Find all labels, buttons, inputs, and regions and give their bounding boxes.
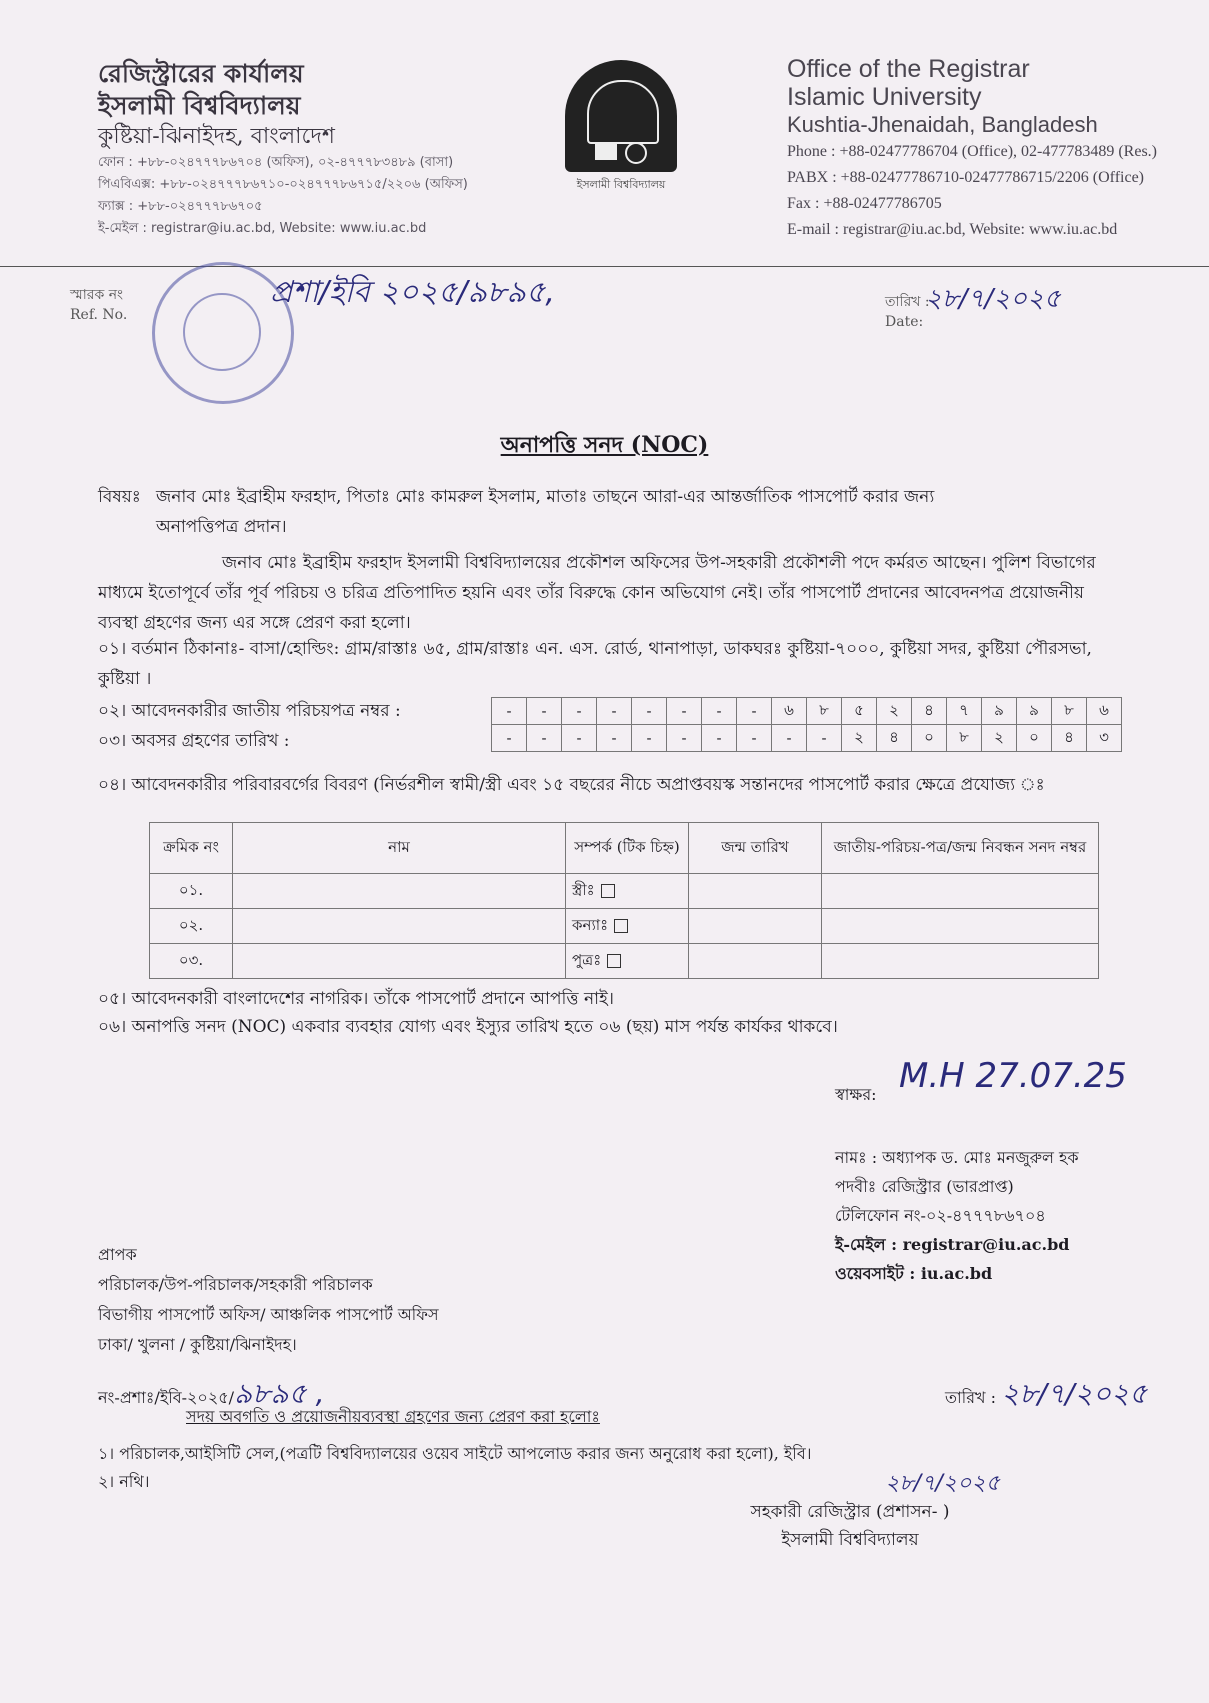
- nid-cell: [822, 874, 1099, 909]
- date-label-en: Date:: [885, 314, 924, 330]
- forward-note: সদয় অবগতি ও প্রয়োজনীয়ব্যবস্থা গ্রহণের জন্য প্রেরণ করা হলোঃ: [186, 1407, 600, 1426]
- nid-row: [492, 698, 1122, 725]
- digit-cell: -: [702, 698, 737, 725]
- digit-cell: ৮: [807, 698, 842, 725]
- table-row: [150, 944, 1099, 979]
- recipient-line: ঢাকা/ খুলনা / কুষ্টিয়া/ঝিনাইদহ।: [98, 1335, 297, 1354]
- fax-en: Fax : +88-02477786705: [787, 195, 942, 212]
- digit-cell: ২: [877, 698, 912, 725]
- dob-cell: [689, 909, 822, 944]
- digit-cell: -: [667, 725, 702, 752]
- title-text: অনাপত্তি সনদ (NOC): [500, 432, 709, 458]
- subject: [98, 482, 1108, 542]
- nid-cell: [822, 909, 1099, 944]
- checkbox[interactable]: [614, 919, 628, 933]
- relation-label: পুত্রঃ: [572, 950, 602, 969]
- body-paragraph: জনাব মোঃ ইব্রাহীম ফরহাদ ইসলামী বিশ্ববিদ্যালয়ের প্রকৌশল অফিসের উপ-সহকারী প্রকৌশলী পদে কর্মরত আছেন। পুলিশ বিভাগের মাধ্যমে ইতোপূর্বে তাঁর পূর্ব পরিচয় ও চরিত্র প্রতিপাদিত হয়নি এবং তাঁর বিরুদ্ধে কোন অভিযোগ নেই। তাঁর পাসপোর্ট প্রদানের আবেদনপত্র প্রয়োজনীয় ব্যবস্থা গ্রহণের জন্য এর সঙ্গে প্রেরণ করা হলো।: [98, 553, 1096, 633]
- digit-cell: -: [562, 698, 597, 725]
- digit-cell: ৯: [1017, 698, 1052, 725]
- letterhead-bangla: [98, 58, 558, 240]
- ref-label-bn: স্মারক নং: [70, 287, 124, 303]
- digit-cell: -: [492, 725, 527, 752]
- office-name-en: Office of the Registrar: [787, 55, 1030, 83]
- recipient-line: পরিচালক/উপ-পরিচালক/সহকারী পরিচালক: [98, 1275, 373, 1294]
- location-bn: কুষ্টিয়া-ঝিনাইদহ, বাংলাদেশ: [98, 124, 335, 149]
- document-title: [0, 428, 1209, 465]
- signature-handwritten: M.H 27.07.25: [899, 1056, 1127, 1096]
- digit-cell: ৫: [842, 698, 877, 725]
- letterhead-english: [787, 55, 1207, 243]
- item-citizen: ০৫। আবেদনকারী বাংলাদেশের নাগরিক। তাঁকে পাসপোর্ট প্রদানে আপত্তি নাই।: [98, 989, 614, 1009]
- serial: ০১.: [150, 874, 233, 909]
- relation-label: স্ত্রীঃ: [572, 880, 595, 899]
- digit-cell: ৬: [1087, 698, 1122, 725]
- university-logo: [560, 60, 682, 195]
- digit-cell: ৩: [1087, 725, 1122, 752]
- digit-cell: ২: [842, 725, 877, 752]
- name-cell: [233, 909, 566, 944]
- digit-cell: -: [562, 725, 597, 752]
- digit-cell: -: [597, 698, 632, 725]
- date-2: [945, 1372, 1147, 1419]
- office-name-bn: রেজিস্ট্রারের কার্যালয়: [98, 59, 304, 88]
- relation-label: কন্যাঃ: [572, 915, 609, 934]
- relation-cell: [566, 874, 689, 909]
- sign2-handwritten: ২৮/৭/২০২৫: [885, 1471, 1000, 1496]
- university-name-bn: ইসলামী বিশ্ববিদ্যালয়: [98, 91, 301, 120]
- family-table: [149, 822, 1099, 979]
- id-digit-grid: [491, 697, 1122, 752]
- university-name-en: Islamic University: [787, 83, 982, 111]
- sign2-designation: সহকারী রেজিস্ট্রার (প্রশাসন- ): [750, 1502, 950, 1522]
- item-validity: ০৬। অনাপত্তি সনদ (NOC) একবার ব্যবহার যোগ্য এবং ইস্যুর তারিখ হতে ০৬ (ছয়) মাস পর্যন্ত কার্যকর থাকবে।: [98, 1017, 838, 1037]
- phone-en: Phone : +88-02477786704 (Office), 02-477783489 (Res.): [787, 143, 1158, 160]
- digit-cell: ৪: [912, 698, 947, 725]
- signature-label: স্বাক্ষর:: [835, 1085, 877, 1104]
- ref-label: [70, 285, 127, 325]
- pabx-bn: পিএবিএক্স: +৮৮-০২৪৭৭৭৮৬৭১০-০২৪৭৭৭৮৬৭১৫/২২০৬ (অফিস): [98, 177, 468, 192]
- digit-cell: ৮: [1052, 698, 1087, 725]
- subject-text: জনাব মোঃ ইব্রাহীম ফরহাদ, পিতাঃ মোঃ কামরুল ইসলাম, মাতাঃ তাছনে আরা-এর আন্তর্জাতিক পাসপোর্ট করার জন্য: [156, 487, 935, 507]
- item-family: ০৪। আবেদনকারীর পরিবারবর্গের বিবরণ (নির্ভরশীল স্বামী/স্ত্রী এবং ১৫ বছরের নীচে অপ্রাপ্তবয়স্ক সন্তানদের পাসপোর্ট করার ক্ষেত্রে প্রযোজ্য ঃ: [98, 775, 1045, 795]
- serial: ০২.: [150, 909, 233, 944]
- col-relation: সম্পর্ক (টিক চিহ্ন): [566, 823, 689, 874]
- digit-cell: ০: [912, 725, 947, 752]
- dob-cell: [689, 874, 822, 909]
- relation-cell: [566, 909, 689, 944]
- digit-cell: ৭: [947, 698, 982, 725]
- recipient-block: [98, 1240, 439, 1360]
- col-nid: জাতীয়-পরিচয়-পত্র/জন্ম নিবন্ধন সনদ নম্বর: [822, 823, 1099, 874]
- assistant-registrar-block: [700, 1470, 1000, 1554]
- digit-cell: -: [527, 698, 562, 725]
- phone-bn: ফোন : +৮৮-০২৪৭৭৭৮৬৭০৪ (অফিস), ০২-৪৭৭৭৮৩৪৮৯ (বাসা): [98, 155, 454, 170]
- name-cell: [233, 944, 566, 979]
- signatory-email: ই-মেইল : registrar@iu.ac.bd: [835, 1235, 1070, 1254]
- checkbox[interactable]: [607, 954, 621, 968]
- digit-cell: ০: [1017, 725, 1052, 752]
- retirement-label: ০৩। অবসর গ্রহণের তারিখ :: [98, 731, 290, 751]
- nid-label: ০২। আবেদনকারীর জাতীয় পরিচয়পত্র নম্বর :: [98, 701, 401, 721]
- logo-emblem-icon: [565, 60, 677, 172]
- copy-item: ১। পরিচালক,আইসিটি সেল,(পত্রটি বিশ্ববিদ্যালয়ের ওয়েব সাইটে আপলোড করার জন্য অনুরোধ করা হলো), ইবি।: [98, 1444, 812, 1463]
- header-divider: [0, 266, 1209, 267]
- digit-cell: -: [492, 698, 527, 725]
- copy-item: ২। নথি।: [98, 1472, 150, 1491]
- col-dob: জন্ম তারিখ: [689, 823, 822, 874]
- date-top: [885, 284, 1061, 332]
- signatory-block: [835, 1056, 1127, 1288]
- item-address: ০১। বর্তমান ঠিকানাঃ- বাসা/হোল্ডিং: গ্রাম/রাস্তাঃ ৬৫, গ্রাম/রাস্তাঃ এন. এস. রোর্ড, থানাপাড়া, ডাকঘরঃ কুষ্টিয়া-৭০০০, কুষ্টিয়া সদর, কুষ্টিয়া পৌরসভা, কুষ্টিয়া ।: [98, 639, 1092, 689]
- location-en: Kushtia-Jhenaidah, Bangladesh: [787, 112, 1098, 137]
- date2-handwritten: ২৮/৭/২০২৫: [1001, 1377, 1148, 1410]
- digit-cell: ৮: [947, 725, 982, 752]
- fax-bn: ফ্যাক্স : +৮৮-০২৪৭৭৭৮৬৭০৫: [98, 199, 263, 214]
- signatory-name: নামঃ : অধ্যাপক ড. মোঃ মনজুরুল হক: [835, 1148, 1079, 1167]
- digit-cell: -: [667, 698, 702, 725]
- nid-cell: [822, 944, 1099, 979]
- ref-number-handwritten: প্রশা/ইবি ২০২৫/৯৮৯৫,: [270, 275, 555, 310]
- relation-cell: [566, 944, 689, 979]
- date2-label: তারিখ :: [945, 1388, 997, 1407]
- signatory-designation: পদবীঃ রেজিস্ট্রার (ভারপ্রাপ্ত): [835, 1177, 1014, 1196]
- logo-caption: ইসলামী বিশ্ববিদ্যালয়: [576, 178, 666, 191]
- digit-cell: -: [632, 725, 667, 752]
- col-name: নাম: [233, 823, 566, 874]
- ref2-handwritten: ৯৮৯৫ ,: [234, 1377, 325, 1410]
- col-serial: ক্রমিক নং: [150, 823, 233, 874]
- subject-cont: অনাপত্তিপত্র প্রদান।: [156, 517, 287, 537]
- name-cell: [233, 874, 566, 909]
- email-bn: ই-মেইল : registrar@iu.ac.bd, Website: www.iu.ac.bd: [98, 221, 427, 236]
- date-handwritten: ২৮/৭/২০২৫: [925, 284, 1061, 314]
- serial: ০৩.: [150, 944, 233, 979]
- digit-cell: ৬: [772, 698, 807, 725]
- signatory-phone: টেলিফোন নং-০২-৪৭৭৭৮৬৭০৪: [835, 1206, 1046, 1225]
- digit-cell: -: [737, 725, 772, 752]
- digit-cell: -: [632, 698, 667, 725]
- table-row: [150, 909, 1099, 944]
- digit-cell: ৪: [877, 725, 912, 752]
- pabx-en: PABX : +88-02477786710-02477786715/2206 (Office): [787, 169, 1145, 186]
- ref2-label: নং-প্রশাঃ/ইবি-২০২৫/: [98, 1388, 235, 1407]
- checkbox[interactable]: [601, 884, 615, 898]
- email-en: E-mail : registrar@iu.ac.bd, Website: www.iu.ac.bd: [787, 221, 1118, 238]
- recipient-line: বিভাগীয় পাসপোর্ট অফিস/ আঞ্চলিক পাসপোর্ট অফিস: [98, 1305, 439, 1324]
- date-label-bn: তারিখ :: [885, 294, 930, 310]
- digit-cell: ৪: [1052, 725, 1087, 752]
- digit-cell: ২: [982, 725, 1017, 752]
- sign2-university: ইসলামী বিশ্ববিদ্যালয়: [781, 1530, 919, 1550]
- dob-cell: [689, 944, 822, 979]
- digit-cell: -: [772, 725, 807, 752]
- subject-label: বিষয়ঃ: [98, 487, 141, 507]
- digit-cell: -: [527, 725, 562, 752]
- table-row: [150, 874, 1099, 909]
- digit-cell: ৯: [982, 698, 1017, 725]
- digit-cell: -: [807, 725, 842, 752]
- digit-cell: -: [597, 725, 632, 752]
- digit-cell: -: [702, 725, 737, 752]
- table-header: [150, 823, 1099, 874]
- digit-cell: -: [737, 698, 772, 725]
- recipient-label: প্রাপক: [98, 1245, 137, 1264]
- retirement-date-row: [492, 725, 1122, 752]
- ref-label-en: Ref. No.: [70, 307, 128, 323]
- signatory-website: ওয়েবসাইট : iu.ac.bd: [835, 1264, 993, 1283]
